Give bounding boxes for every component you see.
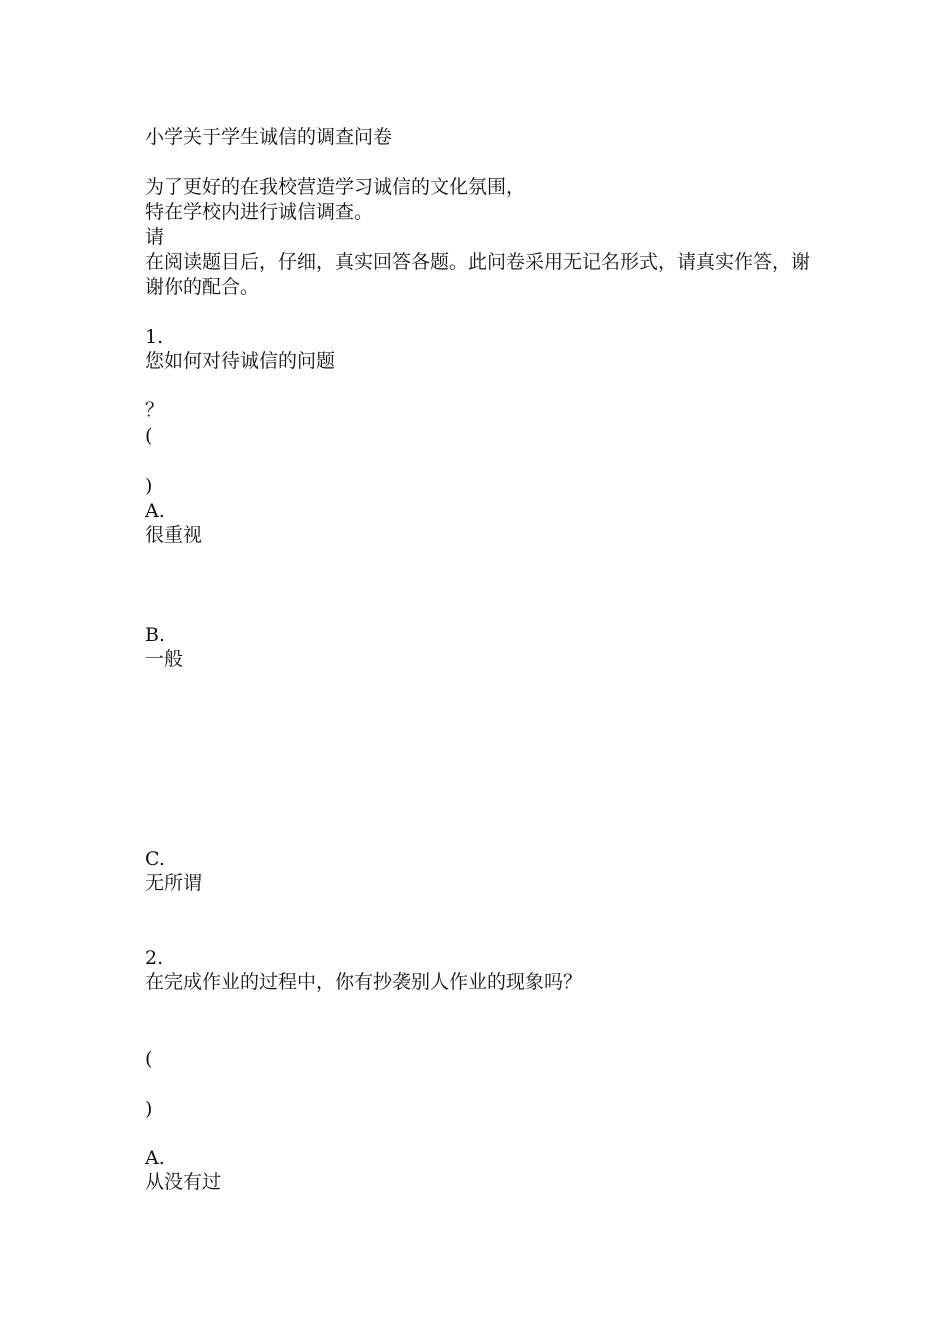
intro-line: 为了更好的在我校营造学习诚信的文化氛围， (145, 176, 526, 198)
option-letter: A. (145, 1147, 165, 1169)
intro-line: 特在学校内进行诚信调查。 (145, 201, 374, 223)
answer-paren-close: ) (145, 475, 153, 497)
answer-paren-open: ( (145, 425, 153, 447)
option-text: 一般 (145, 648, 184, 670)
question-mark: ？ (145, 399, 165, 421)
question-text: 您如何对待诚信的问题 (145, 350, 336, 372)
option-text: 无所谓 (145, 872, 203, 894)
intro-line: 请 (145, 226, 165, 248)
document-title: 小学关于学生诚信的调查问卷 (145, 126, 393, 148)
option-letter: C. (145, 848, 165, 870)
answer-paren-open: ( (145, 1048, 153, 1070)
option-letter: B. (145, 624, 166, 646)
question-text: 在完成作业的过程中，你有抄袭别人作业的现象吗？ (145, 971, 583, 993)
question-number: 2. (145, 947, 164, 969)
question-number: 1. (145, 326, 164, 348)
option-text: 从没有过 (145, 1171, 222, 1193)
intro-line: 在阅读题目后，仔细，真实回答各题。此问卷采用无记名形式，请真实作答，谢 (145, 251, 811, 273)
option-text: 很重视 (145, 524, 203, 546)
answer-paren-close: ) (145, 1098, 153, 1120)
intro-line: 谢你的配合。 (145, 276, 260, 298)
option-letter: A. (145, 500, 165, 522)
